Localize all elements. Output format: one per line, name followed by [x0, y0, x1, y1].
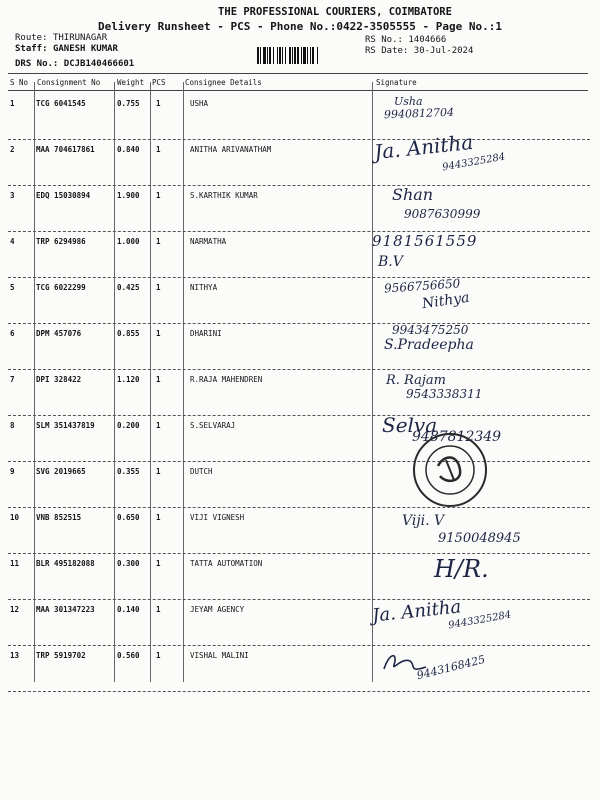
row-signature [372, 373, 592, 413]
row-signature [372, 323, 592, 367]
row-signature [372, 276, 592, 323]
row-consignee: DUTCH [190, 467, 213, 476]
row-consignee: R.RAJA MAHENDREN [190, 375, 263, 384]
row-signature [372, 645, 592, 689]
row-pcs: 1 [156, 145, 161, 154]
row-sno: 11 [10, 559, 20, 568]
signature-name: Ja. Anitha [371, 596, 463, 627]
signature-phone: 9443325284 [441, 151, 507, 174]
row-divider [8, 553, 590, 554]
row-divider [8, 507, 590, 508]
header-bottom-rule [8, 90, 588, 91]
row-weight: 1.000 [117, 237, 140, 246]
row-weight: 0.200 [117, 421, 140, 430]
table-row [0, 467, 600, 513]
row-signature [372, 185, 592, 229]
drs-line [15, 59, 134, 69]
row-consignment: SVG 2019665 [36, 467, 86, 476]
drs-value: DCJB140466601 [63, 59, 135, 69]
signature-phone: 9150048945 [438, 531, 521, 546]
row-consignee: NARMATHA [190, 237, 227, 246]
row-signature [372, 129, 592, 181]
row-consignment: TRP 6294986 [36, 237, 86, 246]
row-consignee: TATTA AUTOMATION [190, 559, 263, 568]
row-consignee: JEYAM AGENCY [190, 605, 245, 614]
signature-phone: 9087630999 [404, 207, 481, 221]
row-consignee: VIJI VIGNESH [190, 513, 245, 522]
signature-phone: 9566756650 [383, 276, 461, 296]
company-title: THE PROFESSIONAL COURIERS, COIMBATORE [218, 6, 452, 18]
route-value: THIRUNAGAR [52, 33, 108, 43]
row-consignment: EDQ 15030894 [36, 191, 91, 200]
signature-phone: 9443325284 [447, 609, 513, 632]
row-signature [372, 232, 592, 278]
row-pcs: 1 [156, 605, 161, 614]
col-sno: S No [10, 78, 29, 87]
row-divider [8, 691, 590, 692]
row-divider [8, 369, 590, 370]
signature-name: Selva [382, 413, 438, 437]
row-consignment: TRP 5919702 [36, 651, 86, 660]
signature-phone: 9181561559 [372, 232, 478, 250]
row-pcs: 1 [156, 99, 161, 108]
row-pcs: 1 [156, 237, 161, 246]
header-top-rule [8, 73, 588, 74]
row-divider [8, 461, 590, 462]
row-signature [372, 95, 592, 135]
col-weight: Weight [117, 78, 145, 87]
row-consignment: BLR 495182088 [36, 559, 95, 568]
row-consignment: SLM 351437819 [36, 421, 95, 430]
signature-phone: 9943475250 [392, 323, 469, 337]
signature-name: Ja. Anitha [373, 129, 475, 165]
row-sno: 3 [10, 191, 15, 200]
signature-name: S.Pradeepha [384, 337, 474, 353]
barcode [257, 47, 357, 64]
barcode-bar [318, 47, 319, 64]
row-consignment: DPM 457076 [36, 329, 82, 338]
signature-name: Usha [394, 95, 423, 108]
row-consignee: S.KARTHIK KUMAR [190, 191, 258, 200]
row-sno: 13 [10, 651, 20, 660]
rs-no-line [365, 35, 446, 45]
row-sno: 9 [10, 467, 15, 476]
row-pcs: 1 [156, 375, 161, 384]
rs-no-value: 1404666 [408, 35, 447, 45]
table-row [0, 185, 600, 237]
signature-phone: 9487812349 [412, 429, 502, 445]
signature-phone: 9443168425 [415, 652, 487, 683]
signature-phone: 9940812704 [383, 105, 455, 122]
row-weight: 0.425 [117, 283, 140, 292]
row-pcs: 1 [156, 191, 161, 200]
row-weight: 0.560 [117, 651, 140, 660]
rs-date-value: 30-Jul-2024 [413, 46, 474, 56]
staff-line [15, 44, 118, 54]
rs-no-label: RS No.: [365, 35, 403, 45]
row-weight: 0.355 [117, 467, 140, 476]
row-consignee: VISHAL MALINI [190, 651, 249, 660]
row-weight: 1.900 [117, 191, 140, 200]
row-consignment: TCG 6022299 [36, 283, 86, 292]
row-sno: 8 [10, 421, 15, 430]
row-weight: 0.300 [117, 559, 140, 568]
rs-date-label: RS Date: [365, 46, 409, 56]
row-pcs: 1 [156, 513, 161, 522]
row-weight: 0.140 [117, 605, 140, 614]
rs-date-line [365, 46, 473, 56]
row-pcs: 1 [156, 467, 161, 476]
row-pcs: 1 [156, 559, 161, 568]
row-weight: 1.120 [117, 375, 140, 384]
staff-value: GANESH KUMAR [52, 44, 118, 54]
row-weight: 0.840 [117, 145, 140, 154]
row-consignee: ANITHA ARIVANATHAM [190, 145, 272, 154]
route-line [15, 33, 107, 43]
route-label: Route: [15, 33, 48, 43]
row-weight: 0.650 [117, 513, 140, 522]
row-pcs: 1 [156, 651, 161, 660]
signature-name: Shan [392, 185, 434, 204]
runsheet-subtitle: Delivery Runsheet - PCS - Phone No.:0422-3505555 - Page No.:1 [98, 20, 502, 33]
row-signature [372, 597, 592, 641]
table-row [0, 232, 600, 283]
signature-name: H/R. [434, 555, 489, 583]
row-consignment: VNB 852515 [36, 513, 82, 522]
col-details: Consignee Details [185, 78, 262, 87]
row-sno: 5 [10, 283, 15, 292]
row-sno: 1 [10, 99, 15, 108]
row-consignment: MAA 301347223 [36, 605, 95, 614]
row-sno: 6 [10, 329, 15, 338]
signature-name: B.V [378, 254, 403, 270]
row-consignee: DHARINI [190, 329, 222, 338]
col-consignment: Consignment No [37, 78, 101, 87]
row-consignee: USHA [190, 99, 209, 108]
row-consignment: MAA 704617861 [36, 145, 95, 154]
row-sno: 4 [10, 237, 15, 246]
signature-phone: 9543338311 [406, 387, 483, 401]
row-signature [372, 555, 592, 595]
drs-label: DRS No.: [15, 59, 59, 69]
table-row [0, 413, 600, 467]
col-pcs: PCS [152, 78, 166, 87]
signature-name: R. Rajam [386, 373, 446, 388]
signature-name: Nithya [421, 289, 471, 313]
row-consignment: TCG 6041545 [36, 99, 86, 108]
table-row [0, 651, 600, 697]
signature-name: Viji. V [402, 513, 445, 529]
row-divider [8, 277, 590, 278]
row-weight: 0.755 [117, 99, 140, 108]
row-weight: 0.855 [117, 329, 140, 338]
company-stamp-icon [410, 430, 490, 510]
table-row [0, 323, 600, 375]
col-signature: Signature [376, 78, 417, 87]
row-pcs: 1 [156, 329, 161, 338]
row-sno: 2 [10, 145, 15, 154]
row-pcs: 1 [156, 421, 161, 430]
row-sno: 7 [10, 375, 15, 384]
row-sno: 10 [10, 513, 20, 522]
row-signature [372, 513, 592, 553]
row-consignment: DPI 328422 [36, 375, 82, 384]
row-consignee: S.SELVARAJ [190, 421, 236, 430]
row-sno: 12 [10, 605, 20, 614]
staff-label: Staff: [15, 44, 48, 54]
row-consignee: NITHYA [190, 283, 218, 292]
row-pcs: 1 [156, 283, 161, 292]
table-row [0, 513, 600, 559]
